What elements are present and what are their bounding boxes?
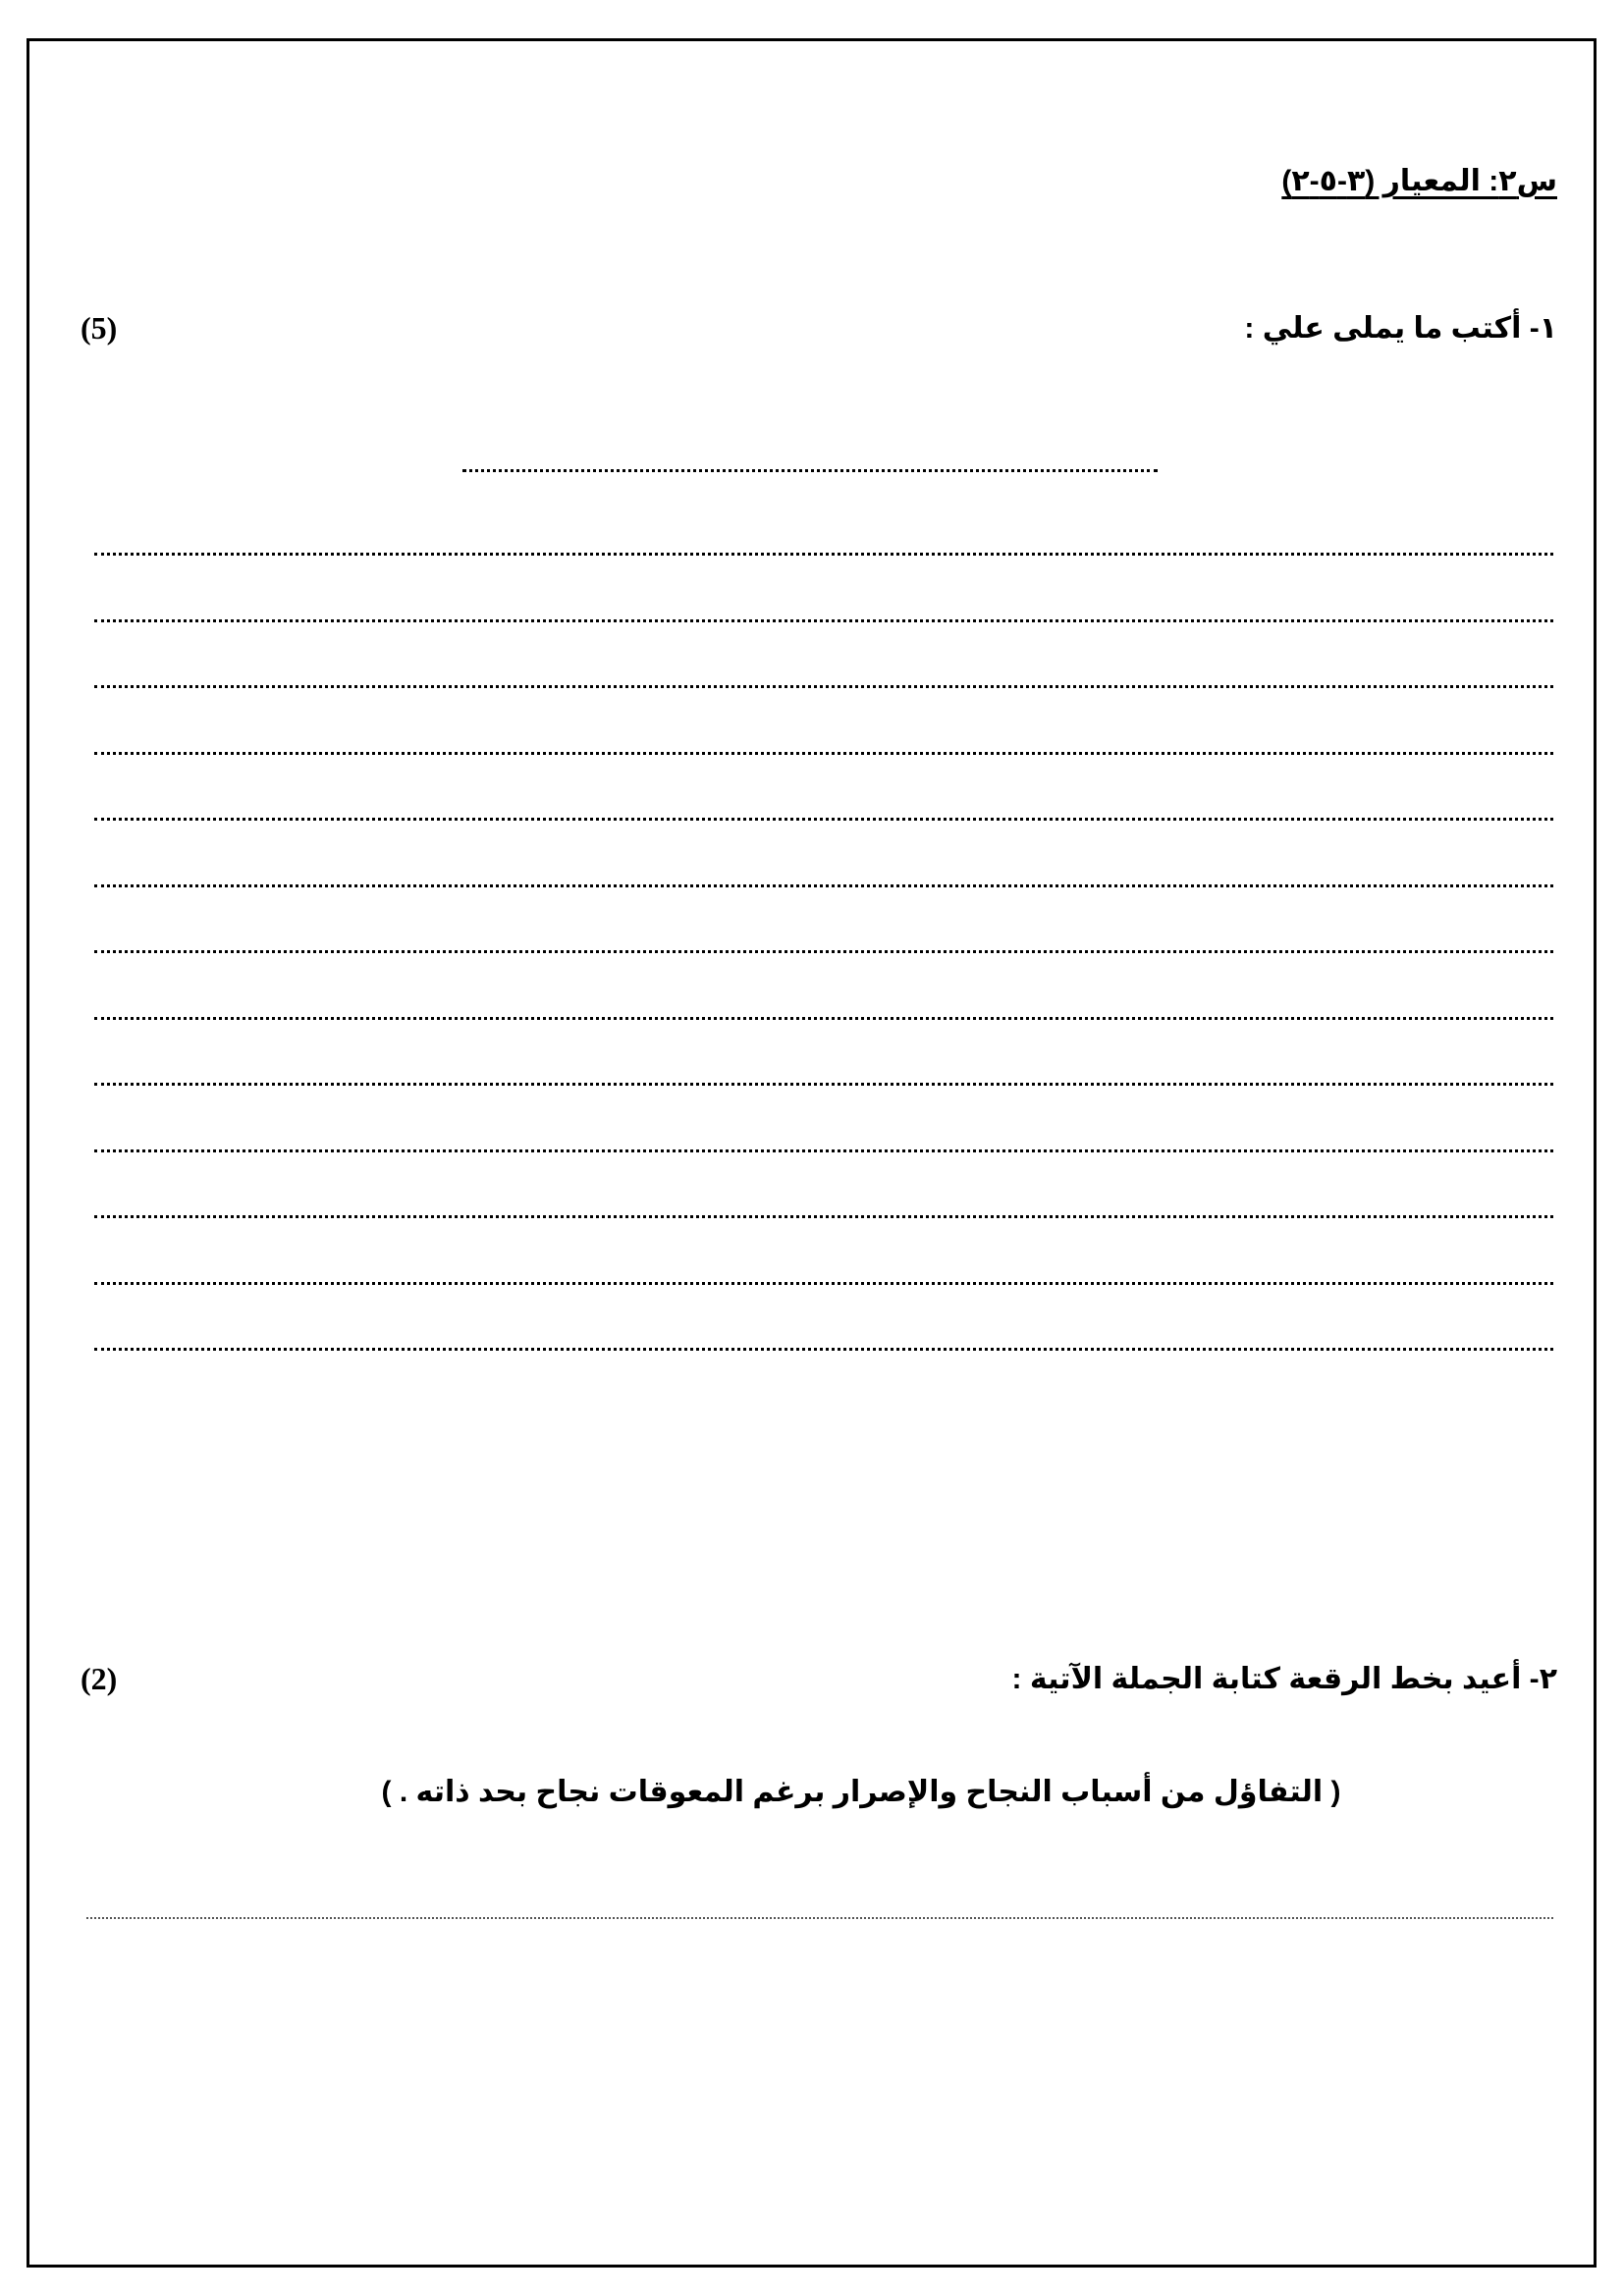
dictation-line[interactable] <box>94 619 1553 686</box>
dictation-line[interactable] <box>94 950 1553 1017</box>
dictation-line[interactable] <box>94 818 1553 884</box>
dictation-line[interactable] <box>94 752 1553 819</box>
part1-marks: (5) <box>81 310 118 346</box>
part2-marks: (2) <box>81 1661 118 1696</box>
dictation-line[interactable] <box>94 553 1553 619</box>
dictation-line[interactable] <box>94 1083 1553 1149</box>
model-sentence-row <box>0 1775 1624 1809</box>
dictation-lines <box>94 553 1553 1415</box>
dictation-line[interactable] <box>94 1215 1553 1282</box>
dictation-line[interactable] <box>94 1282 1553 1349</box>
question-heading: س٢: المعيار (٣-٥-٢) <box>1281 165 1557 197</box>
handwriting-answer-line[interactable] <box>86 1917 1553 1919</box>
part2-instruction: ٢- أعيد بخط الرقعة كتابة الجملة الآتية : <box>1011 1663 1557 1695</box>
model-sentence: ( التفاؤل من أسباب النجاح والإصرار برغم المعوقات نجاح بحد ذاته . ) <box>381 1776 1341 1808</box>
dictation-line[interactable] <box>94 884 1553 951</box>
dictation-line[interactable] <box>94 685 1553 752</box>
dictation-line[interactable] <box>94 1149 1553 1216</box>
part1-instruction: ١- أكتب ما يملى علي : <box>1244 312 1557 345</box>
dictation-title-line[interactable] <box>462 469 1158 472</box>
dictation-line[interactable] <box>94 1348 1553 1415</box>
dictation-line[interactable] <box>94 1017 1553 1084</box>
